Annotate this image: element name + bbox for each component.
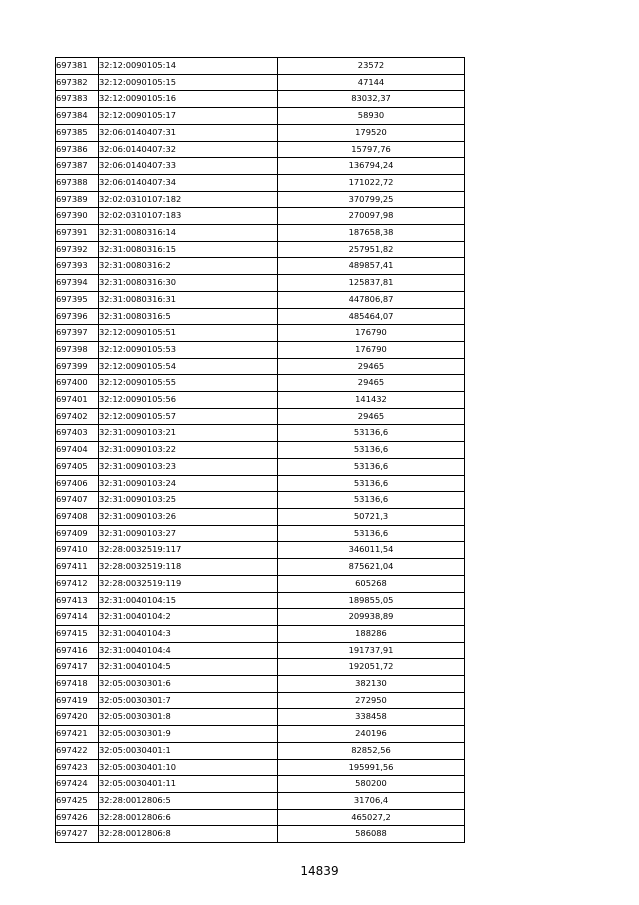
cadastral-number-cell: 32:31:0080316:15 — [99, 241, 278, 258]
value-cell: 29465 — [278, 408, 465, 425]
row-id-cell: 697409 — [56, 525, 99, 542]
table-row — [56, 542, 465, 559]
table-row — [56, 642, 465, 659]
row-id-cell: 697426 — [56, 809, 99, 826]
row-id-cell: 697418 — [56, 676, 99, 693]
row-id-cell: 697425 — [56, 792, 99, 809]
table-row — [56, 408, 465, 425]
table-row — [56, 742, 465, 759]
value-cell: 191737,91 — [278, 642, 465, 659]
row-id-cell: 697427 — [56, 826, 99, 843]
cadastral-number-cell: 32:12:0090105:14 — [99, 58, 278, 75]
table-row — [56, 208, 465, 225]
table-row — [56, 108, 465, 125]
value-cell: 179520 — [278, 124, 465, 141]
cadastral-number-cell: 32:05:0030301:7 — [99, 692, 278, 709]
row-id-cell: 697421 — [56, 726, 99, 743]
cadastral-number-cell: 32:12:0090105:16 — [99, 91, 278, 108]
table-row — [56, 676, 465, 693]
value-cell: 605268 — [278, 575, 465, 592]
table-row — [56, 275, 465, 292]
table-row — [56, 358, 465, 375]
value-cell: 338458 — [278, 709, 465, 726]
value-cell: 53136,6 — [278, 492, 465, 509]
cadastral-number-cell: 32:05:0030301:6 — [99, 676, 278, 693]
value-cell: 447806,87 — [278, 291, 465, 308]
value-cell: 195991,56 — [278, 759, 465, 776]
table-row — [56, 726, 465, 743]
row-id-cell: 697415 — [56, 625, 99, 642]
cadastral-number-cell: 32:31:0080316:14 — [99, 225, 278, 242]
row-id-cell: 697424 — [56, 776, 99, 793]
value-cell: 47144 — [278, 74, 465, 91]
row-id-cell: 697383 — [56, 91, 99, 108]
table-row — [56, 492, 465, 509]
cadastral-number-cell: 32:28:0012806:5 — [99, 792, 278, 809]
row-id-cell: 697402 — [56, 408, 99, 425]
row-id-cell: 697406 — [56, 475, 99, 492]
table-row — [56, 659, 465, 676]
value-cell: 29465 — [278, 358, 465, 375]
cadastral-number-cell: 32:31:0040104:3 — [99, 625, 278, 642]
row-id-cell: 697403 — [56, 425, 99, 442]
cadastral-number-cell: 32:31:0090103:22 — [99, 442, 278, 459]
value-cell: 586088 — [278, 826, 465, 843]
table-row — [56, 425, 465, 442]
row-id-cell: 697382 — [56, 74, 99, 91]
row-id-cell: 697397 — [56, 325, 99, 342]
row-id-cell: 697401 — [56, 392, 99, 409]
row-id-cell: 697395 — [56, 291, 99, 308]
row-id-cell: 697420 — [56, 709, 99, 726]
value-cell: 257951,82 — [278, 241, 465, 258]
row-id-cell: 697396 — [56, 308, 99, 325]
value-cell: 240196 — [278, 726, 465, 743]
table-row — [56, 392, 465, 409]
row-id-cell: 697405 — [56, 458, 99, 475]
table-row — [56, 609, 465, 626]
value-cell: 192051,72 — [278, 659, 465, 676]
cadastral-number-cell: 32:06:0140407:31 — [99, 124, 278, 141]
cadastral-number-cell: 32:31:0080316:30 — [99, 275, 278, 292]
table-row — [56, 442, 465, 459]
table-row — [56, 508, 465, 525]
cadastral-number-cell: 32:02:0310107:182 — [99, 191, 278, 208]
cadastral-number-cell: 32:05:0030401:11 — [99, 776, 278, 793]
table-row — [56, 792, 465, 809]
cadastral-number-cell: 32:05:0030401:10 — [99, 759, 278, 776]
value-cell: 346011,54 — [278, 542, 465, 559]
table-row — [56, 475, 465, 492]
table-row — [56, 625, 465, 642]
cadastral-number-cell: 32:12:0090105:55 — [99, 375, 278, 392]
row-id-cell: 697384 — [56, 108, 99, 125]
cadastral-number-cell: 32:12:0090105:54 — [99, 358, 278, 375]
cadastral-number-cell: 32:12:0090105:15 — [99, 74, 278, 91]
value-cell: 176790 — [278, 341, 465, 358]
table-row — [56, 776, 465, 793]
table-row — [56, 341, 465, 358]
value-cell: 82852,56 — [278, 742, 465, 759]
table-row — [56, 124, 465, 141]
table-body — [56, 58, 465, 843]
table-row — [56, 241, 465, 258]
table-row — [56, 141, 465, 158]
cadastral-number-cell: 32:05:0030301:9 — [99, 726, 278, 743]
table-row — [56, 58, 465, 75]
value-cell: 136794,24 — [278, 158, 465, 175]
value-cell: 125837,81 — [278, 275, 465, 292]
table-row — [56, 258, 465, 275]
row-id-cell: 697392 — [56, 241, 99, 258]
table-row — [56, 91, 465, 108]
cadastral-number-cell: 32:31:0040104:5 — [99, 659, 278, 676]
cadastral-number-cell: 32:06:0140407:33 — [99, 158, 278, 175]
cadastral-number-cell: 32:31:0080316:31 — [99, 291, 278, 308]
row-id-cell: 697404 — [56, 442, 99, 459]
cadastral-number-cell: 32:31:0090103:21 — [99, 425, 278, 442]
cadastral-number-cell: 32:28:0032519:119 — [99, 575, 278, 592]
row-id-cell: 697407 — [56, 492, 99, 509]
value-cell: 187658,38 — [278, 225, 465, 242]
table-row — [56, 158, 465, 175]
row-id-cell: 697412 — [56, 575, 99, 592]
cadastral-number-cell: 32:31:0090103:23 — [99, 458, 278, 475]
row-id-cell: 697399 — [56, 358, 99, 375]
cadastral-number-cell: 32:28:0012806:8 — [99, 826, 278, 843]
cadastral-number-cell: 32:12:0090105:53 — [99, 341, 278, 358]
cadastral-number-cell: 32:02:0310107:183 — [99, 208, 278, 225]
row-id-cell: 697394 — [56, 275, 99, 292]
value-cell: 875621,04 — [278, 559, 465, 576]
table-row — [56, 809, 465, 826]
value-cell: 29465 — [278, 375, 465, 392]
value-cell: 272950 — [278, 692, 465, 709]
row-id-cell: 697422 — [56, 742, 99, 759]
table-row — [56, 191, 465, 208]
row-id-cell: 697393 — [56, 258, 99, 275]
value-cell: 370799,25 — [278, 191, 465, 208]
cadastral-value-table — [55, 57, 465, 843]
value-cell: 50721,3 — [278, 508, 465, 525]
row-id-cell: 697400 — [56, 375, 99, 392]
value-cell: 53136,6 — [278, 525, 465, 542]
cadastral-number-cell: 32:05:0030401:1 — [99, 742, 278, 759]
value-cell: 485464,07 — [278, 308, 465, 325]
value-cell: 489857,41 — [278, 258, 465, 275]
value-cell: 53136,6 — [278, 425, 465, 442]
value-cell: 270097,98 — [278, 208, 465, 225]
row-id-cell: 697398 — [56, 341, 99, 358]
cadastral-number-cell: 32:06:0140407:32 — [99, 141, 278, 158]
row-id-cell: 697391 — [56, 225, 99, 242]
row-id-cell: 697386 — [56, 141, 99, 158]
value-cell: 141432 — [278, 392, 465, 409]
table-row — [56, 325, 465, 342]
table-row — [56, 375, 465, 392]
table-row — [56, 174, 465, 191]
value-cell: 188286 — [278, 625, 465, 642]
table-row — [56, 525, 465, 542]
table-row — [56, 458, 465, 475]
cadastral-number-cell: 32:12:0090105:17 — [99, 108, 278, 125]
row-id-cell: 697408 — [56, 508, 99, 525]
value-cell: 176790 — [278, 325, 465, 342]
cadastral-number-cell: 32:31:0080316:2 — [99, 258, 278, 275]
cadastral-number-cell: 32:05:0030301:8 — [99, 709, 278, 726]
cadastral-number-cell: 32:28:0032519:117 — [99, 542, 278, 559]
cadastral-number-cell: 32:06:0140407:34 — [99, 174, 278, 191]
cadastral-number-cell: 32:31:0090103:25 — [99, 492, 278, 509]
cadastral-number-cell: 32:31:0090103:27 — [99, 525, 278, 542]
row-id-cell: 697419 — [56, 692, 99, 709]
table-row — [56, 225, 465, 242]
value-cell: 382130 — [278, 676, 465, 693]
row-id-cell: 697390 — [56, 208, 99, 225]
cadastral-number-cell: 32:31:0040104:4 — [99, 642, 278, 659]
row-id-cell: 697416 — [56, 642, 99, 659]
row-id-cell: 697381 — [56, 58, 99, 75]
cadastral-number-cell: 32:31:0080316:5 — [99, 308, 278, 325]
value-cell: 58930 — [278, 108, 465, 125]
row-id-cell: 697413 — [56, 592, 99, 609]
row-id-cell: 697417 — [56, 659, 99, 676]
row-id-cell: 697414 — [56, 609, 99, 626]
value-cell: 15797,76 — [278, 141, 465, 158]
row-id-cell: 697423 — [56, 759, 99, 776]
value-cell: 23572 — [278, 58, 465, 75]
cadastral-number-cell: 32:31:0040104:15 — [99, 592, 278, 609]
table-row — [56, 592, 465, 609]
cadastral-number-cell: 32:12:0090105:51 — [99, 325, 278, 342]
value-cell: 580200 — [278, 776, 465, 793]
table-row — [56, 826, 465, 843]
value-cell: 83032,37 — [278, 91, 465, 108]
row-id-cell: 697385 — [56, 124, 99, 141]
value-cell: 53136,6 — [278, 475, 465, 492]
page-number: 14839 — [300, 864, 339, 878]
table-row — [56, 692, 465, 709]
value-cell: 171022,72 — [278, 174, 465, 191]
table-row — [56, 291, 465, 308]
cadastral-number-cell: 32:28:0012806:6 — [99, 809, 278, 826]
table-row — [56, 575, 465, 592]
value-cell: 53136,6 — [278, 458, 465, 475]
value-cell: 465027,2 — [278, 809, 465, 826]
row-id-cell: 697410 — [56, 542, 99, 559]
cadastral-number-cell: 32:12:0090105:57 — [99, 408, 278, 425]
table-row — [56, 559, 465, 576]
row-id-cell: 697387 — [56, 158, 99, 175]
table-row — [56, 74, 465, 91]
cadastral-number-cell: 32:31:0090103:26 — [99, 508, 278, 525]
table-row — [56, 759, 465, 776]
cadastral-number-cell: 32:12:0090105:56 — [99, 392, 278, 409]
row-id-cell: 697388 — [56, 174, 99, 191]
value-cell: 209938,89 — [278, 609, 465, 626]
row-id-cell: 697389 — [56, 191, 99, 208]
cadastral-number-cell: 32:31:0040104:2 — [99, 609, 278, 626]
cadastral-number-cell: 32:28:0032519:118 — [99, 559, 278, 576]
table-row — [56, 308, 465, 325]
value-cell: 31706,4 — [278, 792, 465, 809]
row-id-cell: 697411 — [56, 559, 99, 576]
value-cell: 53136,6 — [278, 442, 465, 459]
cadastral-number-cell: 32:31:0090103:24 — [99, 475, 278, 492]
table-row — [56, 709, 465, 726]
value-cell: 189855,05 — [278, 592, 465, 609]
